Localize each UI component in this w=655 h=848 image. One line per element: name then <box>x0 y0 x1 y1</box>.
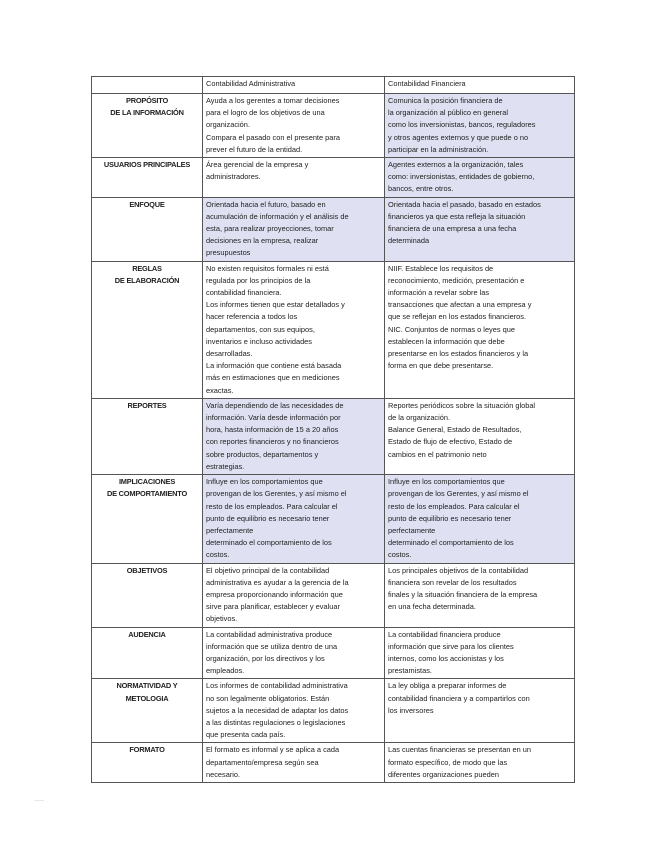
cell-financiera-normatividad: La ley obliga a preparar informes de contabilidad financiera y a compartirlos con los inversores <box>385 679 575 743</box>
cell-financiera-usuarios: Agentes externos a la organización, tales como: inversionistas, entidades de gobierno, bancos, entre otros. <box>385 158 575 198</box>
table-row <box>92 158 575 198</box>
table-row <box>92 679 575 743</box>
cell-admin-implicaciones: Influye en los comportamientos que provengan de los Gerentes, y así mismo el resto de los empleados. Para calcular el punto de equilibrio es necesario tener perfectamente determinado el comportamiento de los costos. <box>203 475 385 563</box>
cell-financiera-proposito: Comunica la posición financiera de la organización al público en general como los inversionistas, bancos, reguladores y otros agentes externos y que puede o no participar en la administración. <box>385 94 575 158</box>
table-header-row <box>92 77 575 94</box>
cell-financiera-implicaciones: Influye en los comportamientos que provengan de los Gerentes, y así mismo el resto de los empleados. Para calcular el punto de equilibrio es necesario tener perfectamente determinado el comportamiento de los costos. <box>385 475 575 563</box>
comparison-table <box>91 76 575 783</box>
cell-financiera-reportes: Reportes periódicos sobre la situación global de la organización. Balance General, Estado de Resultados, Estado de flujo de efectivo, Estado de cambios en el patrimonio neto <box>385 398 575 474</box>
row-label-formato: FORMATO <box>92 743 203 783</box>
header-financiera: Contabilidad Financiera <box>385 77 575 94</box>
row-label-proposito: PROPÓSITO DE LA INFORMACIÓN <box>92 94 203 158</box>
cell-financiera-audencia: La contabilidad financiera produce información que sirve para los clientes internos, como los accionistas y los prestamistas. <box>385 627 575 679</box>
row-label-enfoque: ENFOQUE <box>92 197 203 261</box>
table-row <box>92 563 575 627</box>
row-label-objetivos: OBJETIVOS <box>92 563 203 627</box>
cell-admin-reglas: No existen requisitos formales ni está regulada por los principios de la contabilidad financiera. Los informes tienen que estar detallados y hacer referencia a todos los departamentos, con sus equipos, inventarios e incluso actividades desarrolladas. La información que contiene está basada más en estimaciones que en mediciones exactas. <box>203 261 385 398</box>
cell-financiera-enfoque: Orientada hacia el pasado, basado en estados financieros ya que esta refleja la situación financiera de una empresa a una fecha determinada <box>385 197 575 261</box>
cell-admin-enfoque: Orientada hacia el futuro, basado en acumulación de información y el análisis de esta, para realizar proyecciones, tomar decisiones en la empresa, realizar presupuestos <box>203 197 385 261</box>
cell-financiera-objetivos: Los principales objetivos de la contabilidad financiera son revelar de los resultados finales y la situación financiera de la empresa en una fecha determinada. <box>385 563 575 627</box>
table-row <box>92 743 575 783</box>
cell-admin-objetivos: El objetivo principal de la contabilidad administrativa es ayudar a la gerencia de la empresa proporcionando información que sirve para planificar, establecer y evaluar objetivos. <box>203 563 385 627</box>
table-row <box>92 475 575 563</box>
header-administrativa: Contabilidad Administrativa <box>203 77 385 94</box>
table-row <box>92 627 575 679</box>
cell-financiera-formato: Las cuentas financieras se presentan en un formato específico, de modo que las diferentes organizaciones pueden <box>385 743 575 783</box>
cell-financiera-reglas: NIIF. Establece los requisitos de reconocimiento, medición, presentación e información a revelar sobre las transacciones que afectan a una empresa y que se reflejan en los estados financieros. NIC. Conjuntos de normas o leyes que establecen la información que debe presentarse en los estados financieros y la forma en que debe presentarse. <box>385 261 575 398</box>
cell-admin-normatividad: Los informes de contabilidad administrativa no son legalmente obligatorios. Están sujetos a la necesidad de adaptar los datos a las distintas regulaciones o legislaciones que presenta cada país. <box>203 679 385 743</box>
table-row <box>92 398 575 474</box>
row-label-reglas: REGLAS DE ELABORACIÓN <box>92 261 203 398</box>
row-label-audencia: AUDENCIA <box>92 627 203 679</box>
table-row <box>92 261 575 398</box>
cell-admin-usuarios: Área gerencial de la empresa y administradores. <box>203 158 385 198</box>
cell-admin-reportes: Varía dependiendo de las necesidades de información. Varía desde información por hora, hasta información de 15 a 20 años con reportes financieros y no financieros sobre productos, departamentos y estrategias. <box>203 398 385 474</box>
table-row <box>92 94 575 158</box>
row-label-usuarios: USUARIOS PRINCIPALES <box>92 158 203 198</box>
cell-admin-formato: El formato es informal y se aplica a cada departamento/empresa según sea necesario. <box>203 743 385 783</box>
row-label-reportes: REPORTES <box>92 398 203 474</box>
cell-admin-proposito: Ayuda a los gerentes a tomar decisiones para el logro de los objetivos de una organización. Compara el pasado con el presente para prever el futuro de la entidad. <box>203 94 385 158</box>
cell-admin-audencia: La contabilidad administrativa produce información que se utiliza dentro de una organización, por los directivos y los empleados. <box>203 627 385 679</box>
table-row <box>92 197 575 261</box>
row-label-implicaciones: IMPLICACIONES DE COMPORTAMIENTO <box>92 475 203 563</box>
row-label-normatividad: NORMATIVIDAD Y METOLOGIA <box>92 679 203 743</box>
page-artifact <box>34 800 44 801</box>
header-empty <box>92 77 203 94</box>
